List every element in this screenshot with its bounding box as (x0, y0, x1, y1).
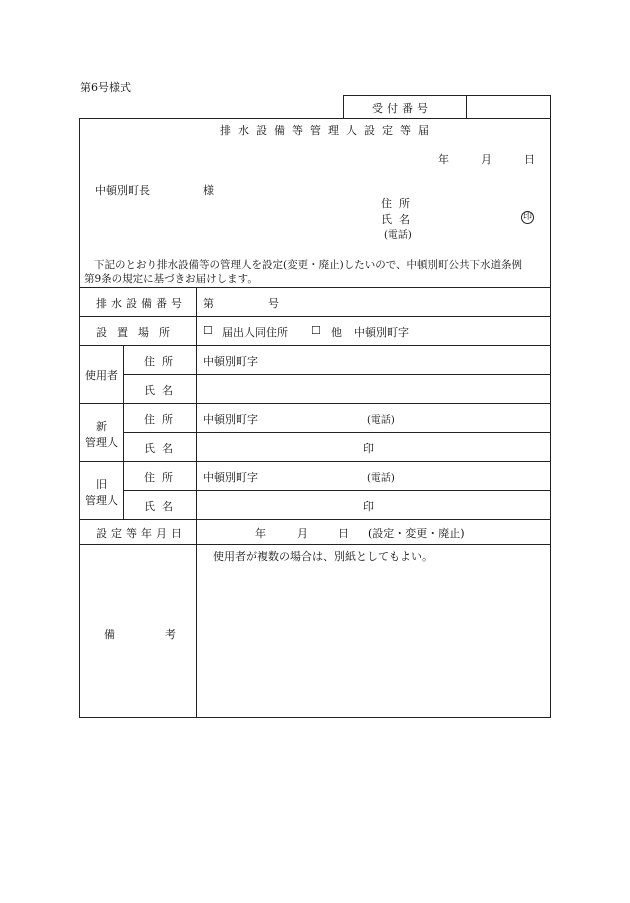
body-text-line2: 第9条の規定に基づきお届けします。 (84, 273, 258, 285)
old-manager-address-label: 住所 (144, 471, 180, 484)
new-manager-phone-label: (電話) (367, 415, 395, 426)
receipt-divider (466, 95, 467, 119)
applicant-name-label: 氏名 (381, 213, 417, 226)
user-name-field[interactable] (200, 379, 545, 397)
new-manager-address-label: 住所 (144, 413, 180, 426)
user-address-label: 住所 (144, 355, 180, 368)
set-date-month: 月 (297, 527, 308, 540)
old-manager-name-label: 氏名 (144, 500, 180, 513)
old-manager-name-field[interactable] (200, 495, 355, 513)
location-option-same-checkbox[interactable]: ☐ (203, 324, 213, 337)
receipt-label: 受付番号 (372, 102, 432, 115)
user-name-label: 氏名 (144, 384, 180, 397)
new-manager-label-line1: 新 (96, 420, 107, 433)
applicant-seal-mark: 印 (522, 212, 532, 222)
new-manager-address-value: 中頓別町字 (203, 413, 258, 426)
body-text-line1: 下記のとおり排水設備等の管理人を設定(変更・廃止)したいので、中頓別町公共下水道条例 (94, 259, 522, 271)
applicant-phone-label: (電話) (384, 230, 412, 241)
old-manager-phone-label: (電話) (367, 473, 395, 484)
form-title: 排水設備等管理人設定等届 (220, 124, 436, 137)
date-day-label: 日 (524, 153, 535, 166)
old-manager-address-field[interactable] (262, 466, 362, 484)
drainage-number-suffix: 号 (268, 297, 279, 310)
new-manager-name-field[interactable] (200, 437, 355, 455)
remarks-field[interactable] (200, 566, 546, 714)
old-manager-label-line1: 旧 (96, 478, 107, 491)
user-address-field[interactable] (262, 350, 542, 368)
location-option-other-label: 他 (331, 326, 342, 339)
location-label: 設置場所 (96, 326, 180, 339)
old-manager-seal: 印 (363, 500, 374, 513)
user-address-value: 中頓別町字 (203, 355, 258, 368)
location-option-same-label: 届出人同住所 (222, 326, 288, 339)
old-manager-address-value: 中頓別町字 (203, 471, 258, 484)
form-number: 第6号様式 (80, 81, 131, 94)
old-manager-label-line2: 管理人 (85, 494, 118, 507)
drainage-number-prefix: 第 (203, 297, 214, 310)
date-year-label: 年 (438, 153, 449, 166)
honorific: 様 (203, 184, 214, 197)
location-other-value: 中頓別町字 (354, 326, 409, 339)
remarks-note: 使用者が複数の場合は、別紙としてもよい。 (213, 550, 433, 563)
remarks-label: 備考 (104, 628, 226, 641)
location-option-other-checkbox[interactable]: ☐ (311, 324, 321, 337)
applicant-address-label: 住所 (381, 197, 417, 210)
new-manager-phone-field[interactable] (402, 408, 542, 426)
old-manager-phone-field[interactable] (402, 466, 542, 484)
new-manager-name-label: 氏名 (144, 442, 180, 455)
drainage-number-field[interactable] (217, 292, 263, 310)
new-manager-address-field[interactable] (262, 408, 362, 426)
new-manager-seal: 印 (363, 442, 374, 455)
date-month-label: 月 (481, 153, 492, 166)
user-label: 使用者 (85, 369, 118, 382)
new-manager-label-line2: 管理人 (85, 436, 118, 449)
applicant-name-field[interactable] (420, 211, 515, 225)
set-date-label: 設定等年月日 (96, 527, 186, 540)
set-date-year: 年 (255, 527, 266, 540)
set-date-day: 日 (338, 527, 349, 540)
receipt-number-field[interactable] (468, 97, 549, 117)
set-date-options: (設定・変更・廃止) (368, 527, 465, 540)
addressee: 中頓別町長 (95, 184, 150, 197)
drainage-number-label: 排水設備番号 (96, 297, 186, 310)
applicant-address-field[interactable] (420, 195, 540, 209)
